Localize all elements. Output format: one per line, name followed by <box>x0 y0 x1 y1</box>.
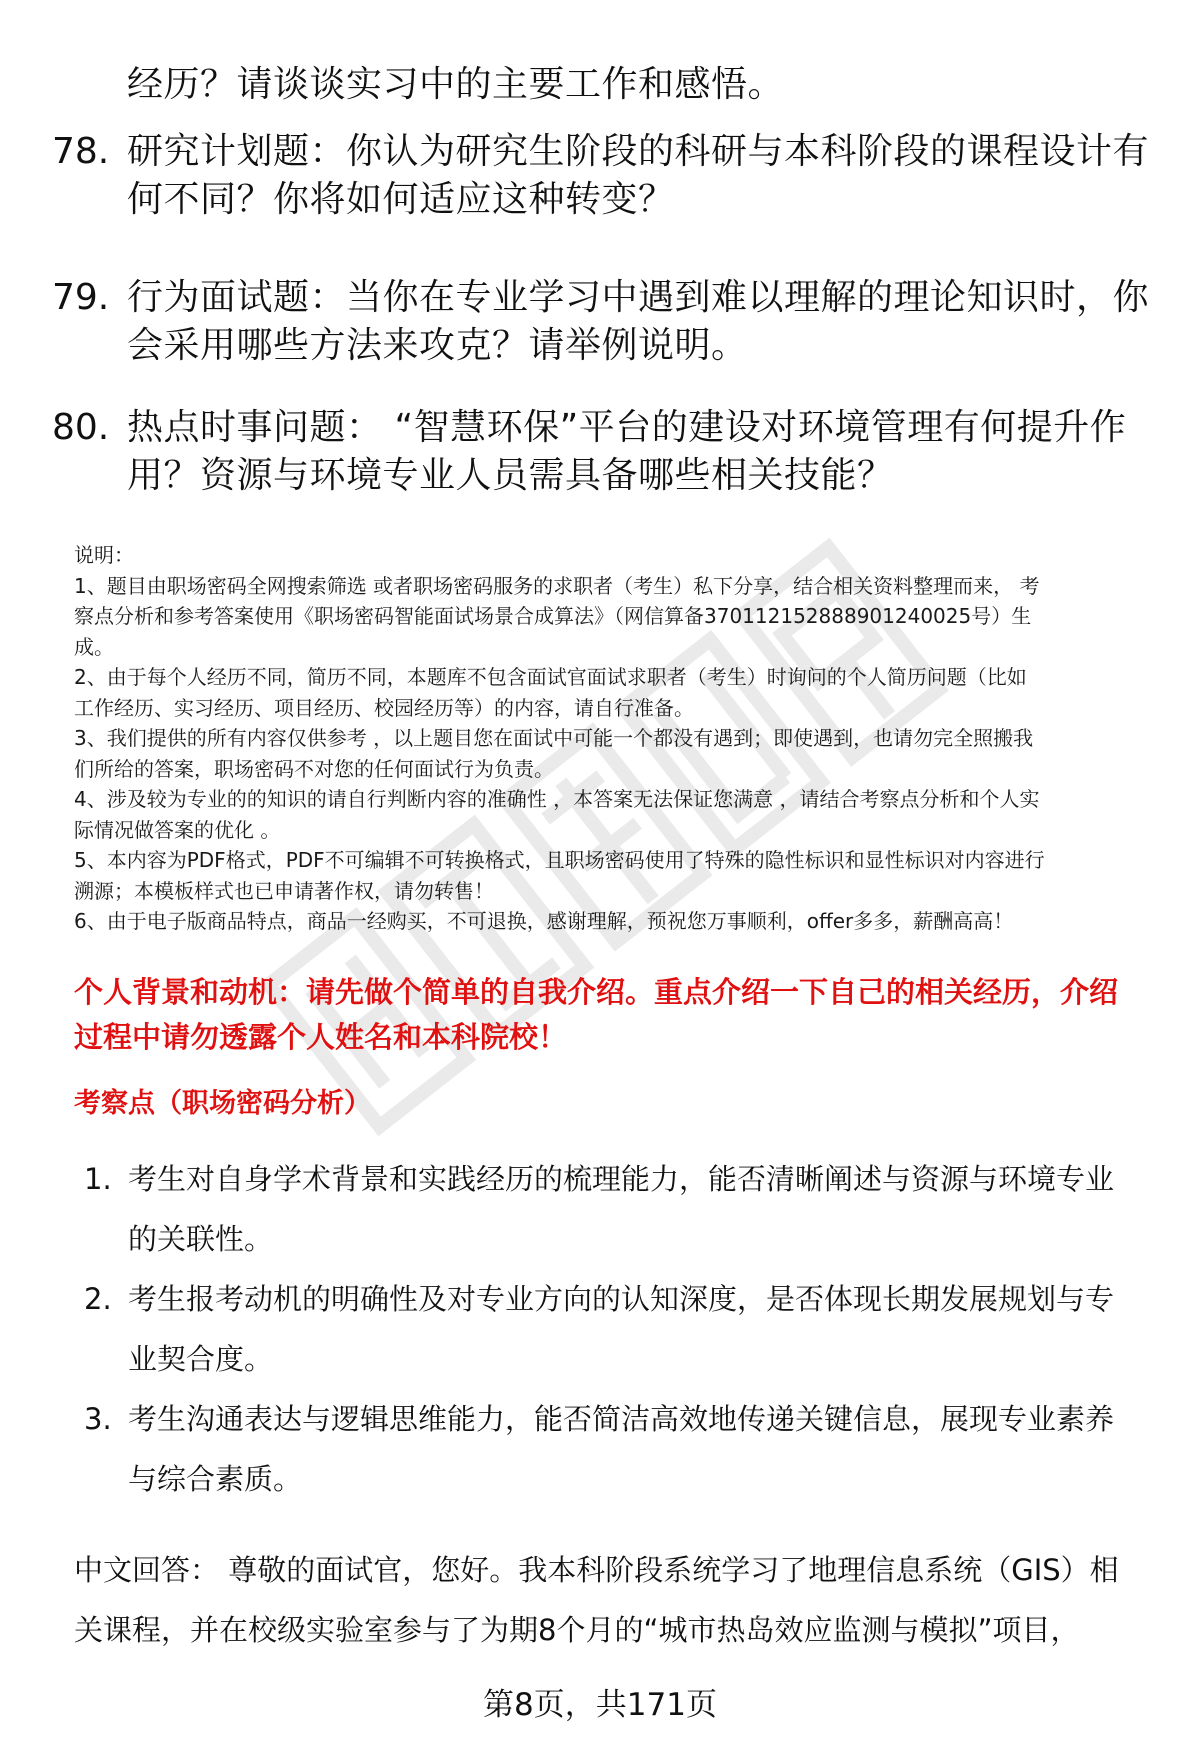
notes-line: 4、涉及较为专业的的知识的请自行判断内容的准确性 ，本答案无法保证您满意 ，请结合考察点分析和个人实 <box>74 787 1040 811</box>
assessment-number: 3. <box>84 1402 112 1436</box>
question-number: 79. <box>52 277 110 318</box>
question-number: 78. <box>52 131 110 172</box>
assessment-text <box>128 1390 1158 1510</box>
question-line: 热点时事问题： “智慧环保”平台的建设对环境管理有何提升作 <box>127 407 1127 448</box>
assessment-number: 1. <box>84 1162 112 1196</box>
notes-line: 1、题目由职场密码全网搜索筛选 或者职场密码服务的求职者（考生）私下分享，结合相关资料整理而来， 考 <box>74 573 1040 598</box>
question-line: 会采用哪些方法来攻克？请举例说明。 <box>127 325 748 366</box>
notes-line: 3、我们提供的所有内容仅供参考 ，以上题目您在面试中可能一个都没有遇到；即使遇到，也请勿完全照搬我 <box>74 726 1034 750</box>
answer-line: 中文回答： 尊敬的面试官，您好。我本科阶段系统学习了地理信息系统（GIS）相 <box>74 1553 1119 1587</box>
assessment-number: 2. <box>84 1282 112 1316</box>
notes-line: 际情况做答案的优化 。 <box>74 817 281 842</box>
question-line: 用？资源与环境专业人员需具备哪些相关技能？ <box>127 455 894 496</box>
notes-line: 们所给的答案，职场密码不对您的任何面试行为负责。 <box>74 756 554 781</box>
notes-line: 工作经历、实习经历、项目经历、校园经历等）的内容，请自行准备。 <box>74 695 694 720</box>
assessment-line: 的关联性。 <box>128 1222 274 1256</box>
question-text <box>127 404 1157 500</box>
notes-line: 成。 <box>74 634 114 659</box>
page-number: 第8页，共171页 <box>483 1687 717 1723</box>
notes-line: 5、本内容为PDF格式，PDF不可编辑不可转换格式，且职场密码使用了特殊的隐性标识和显性标识对内容进行 <box>74 848 1045 872</box>
notes-line: 察点分析和参考答案使用《职场密码智能面试场景合成算法》（网信算备370112152888901240025号）生 <box>74 604 1032 628</box>
question-text <box>127 274 1157 370</box>
question-continuation: 经历？请谈谈实习中的主要工作和感悟。 <box>127 64 785 105</box>
assessment-line: 业契合度。 <box>128 1342 274 1376</box>
section-heading <box>74 970 1154 1060</box>
answer-line: 关课程，并在校级实验室参与了为期8个月的“城市热岛效应监测与模拟”项目， <box>74 1613 1080 1647</box>
notes-line: 6、由于电子版商品特点，商品一经购买，不可退换，感谢理解，预祝您万事顺利，offer多多，薪酬高高！ <box>74 909 1014 933</box>
section-heading-line: 个人背景和动机：请先做个简单的自我介绍。重点介绍一下自己的相关经历，介绍 <box>74 975 1119 1009</box>
assessment-line: 与综合素质。 <box>128 1462 303 1496</box>
question-text <box>127 128 1157 224</box>
question-line: 何不同？你将如何适应这种转变？ <box>127 179 675 220</box>
question-line: 研究计划题：你认为研究生阶段的科研与本科阶段的课程设计有 <box>127 131 1150 172</box>
notes-line: 溯源；本模板样式也已申请著作权，请勿转售！ <box>74 878 494 903</box>
assessment-text <box>128 1150 1158 1270</box>
assessment-subheading: 考察点（职场密码分析） <box>74 1088 371 1119</box>
notes-line: 说明： <box>74 543 134 567</box>
question-number: 80. <box>52 407 110 448</box>
chinese-answer <box>74 1540 1154 1660</box>
assessment-line: 考生报考动机的明确性及对专业方向的认知深度，是否体现长期发展规划与专 <box>128 1282 1115 1316</box>
disclaimer-notes <box>74 540 1154 937</box>
assessment-text <box>128 1270 1158 1390</box>
assessment-line: 考生沟通表达与逻辑思维能力，能否简洁高效地传递关键信息，展现专业素养 <box>128 1402 1115 1436</box>
assessment-line: 考生对自身学术背景和实践经历的梳理能力，能否清晰阐述与资源与环境专业 <box>128 1162 1115 1196</box>
notes-line: 2、由于每个人经历不同，简历不同，本题库不包含面试官面试求职者（考生）时询问的个人简历问题（比如 <box>74 665 1027 689</box>
question-line: 行为面试题：当你在专业学习中遇到难以理解的理论知识时，你 <box>127 277 1150 318</box>
section-heading-line: 过程中请勿透露个人姓名和本科院校！ <box>74 1020 568 1054</box>
